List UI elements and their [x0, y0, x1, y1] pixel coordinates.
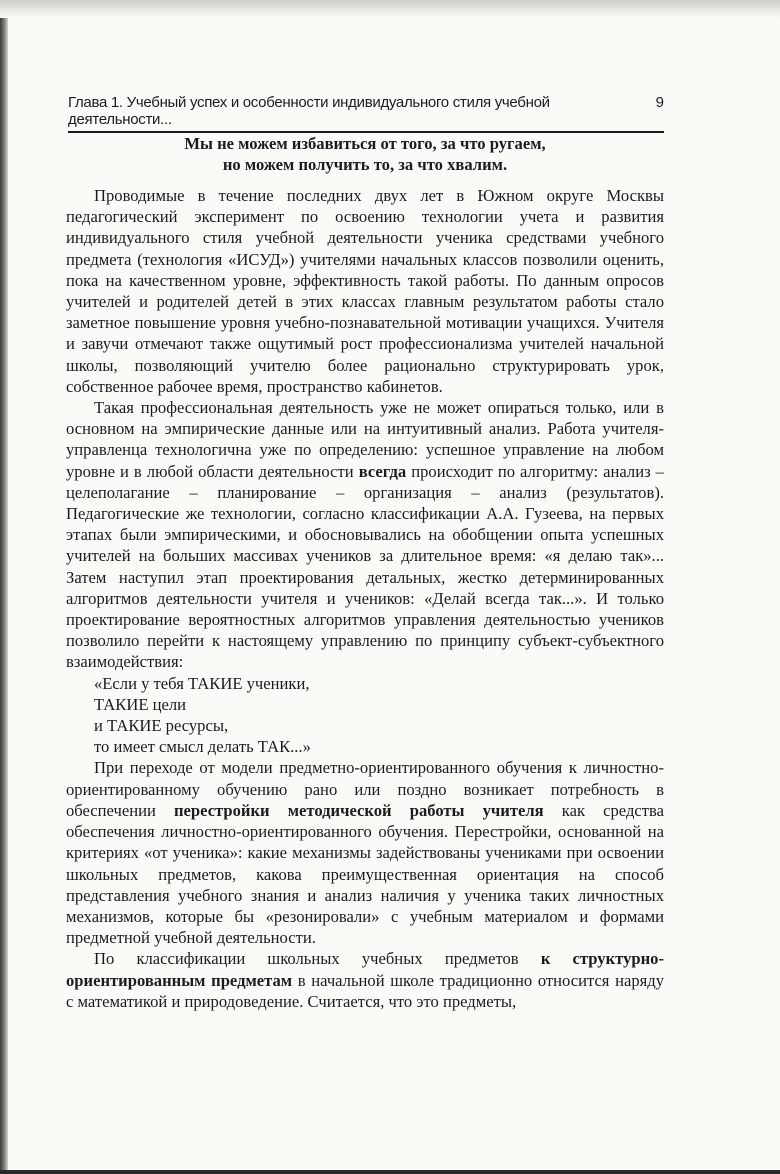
page-body	[66, 133, 664, 1012]
quoted-verse	[66, 673, 664, 758]
paragraph-3-text-a: При переходе от модели предметно-ориентированного обучения к личностно-ориентированному обучению рано или поздно возникает потребность в обеспечении	[66, 758, 664, 820]
epigraph	[66, 133, 664, 175]
verse-line-3: и ТАКИЕ ресурсы,	[94, 716, 229, 736]
paragraph-4	[66, 948, 664, 1012]
page-number: 9	[655, 94, 664, 111]
verse-line-1: «Если у тебя ТАКИЕ ученики,	[94, 673, 310, 693]
paragraph-4-text-b: в начальной школе традиционно относится наряду с математикой и природоведение. Считается, что это предметы,	[66, 970, 665, 1011]
paragraph-4-text-a: По классификации школьных учебных предметов	[94, 949, 541, 969]
running-header	[68, 94, 664, 133]
epigraph-line-1: Мы не можем избавиться от того, за что ругаем,	[184, 134, 546, 153]
running-title: Глава 1. Учебный успех и особенности индивидуального стиля учебной деятельности...	[68, 94, 550, 128]
scan-top-shadow	[0, 0, 780, 18]
scan-bottom-edge	[0, 1170, 780, 1174]
book-spine-shadow	[0, 0, 8, 1174]
paragraph-3	[66, 757, 664, 948]
verse-line-4: то имеет смысл делать ТАК...»	[94, 737, 311, 757]
paragraph-2-bold: всегда	[358, 461, 407, 481]
epigraph-line-2: но можем получить то, за что хвалим.	[222, 155, 508, 174]
verse-line-2: ТАКИЕ цели	[94, 694, 187, 714]
paragraph-2	[66, 397, 664, 673]
paragraph-4-bold: к структурно-ориентированным предметам	[66, 949, 664, 990]
paragraph-2-text-a: Такая профессиональная деятельность уже не может опираться только, или в основном на эмпирические данные или на интуитивный анализ. Работа учителя-управленца технологична уже по определению: успешное управление на любом уровне и в любой области деятельности	[66, 398, 664, 481]
paragraph-1: Проводимые в течение последних двух лет в Южном округе Москвы педагогический эксперимент по освоению технологии учета и развития индивидуального стиля учебной деятельности ученика средствами учебного предмета (технология «ИСУД») учителями начальных классов позволили оценить, пока на качественном уровне, эффективность такой работы. По данным опросов учителей и родителей детей в этих классах главным результатом работы стало заметное повышение уровня учебно-познавательной мотивации учащихся. Учителя и завучи отмечают также ощутимый рост профессионализма учителей начальной школы, позволяющий учителю более рационально структурировать урок, собственное рабочее время, пространство кабинетов.	[66, 186, 664, 396]
paragraph-3-text-b: как средства обеспечения личностно-ориентированного обучения. Перестройки, основанной на критериях «от ученика»: какие механизмы задействованы учениками при освоении школьных предметов, какова преимущественная ориентация на способ представления учебного знания и анализ наличия у ученика таких личностных механизмов, которые бы «резонировали» с учебным материалом и формами предметной учебной деятельности.	[66, 800, 664, 948]
paragraph-3-bold: перестройки методической работы учителя	[173, 800, 544, 820]
paragraph-2-text-b: происходит по алгоритму: анализ – целеполагание – планирование – организация – анализ (результатов). Педагогические же технологии, согласно классификации А.А. Гузеева, на первых этапах были эмпирическими, и обосновывались на обобщении опыта успешных учителей на больших массивах учеников за длительное время: «я делаю так»... Затем наступил этап проектирования детальных, жестко детерминированных алгоритмов деятельности учителя и учеников: «Делай всегда так...». И только проектирование вероятностных алгоритмов управления деятельностью учеников позволило перейти к настоящему управлению по принципу субъект-субъектного взаимодействия:	[66, 461, 664, 672]
